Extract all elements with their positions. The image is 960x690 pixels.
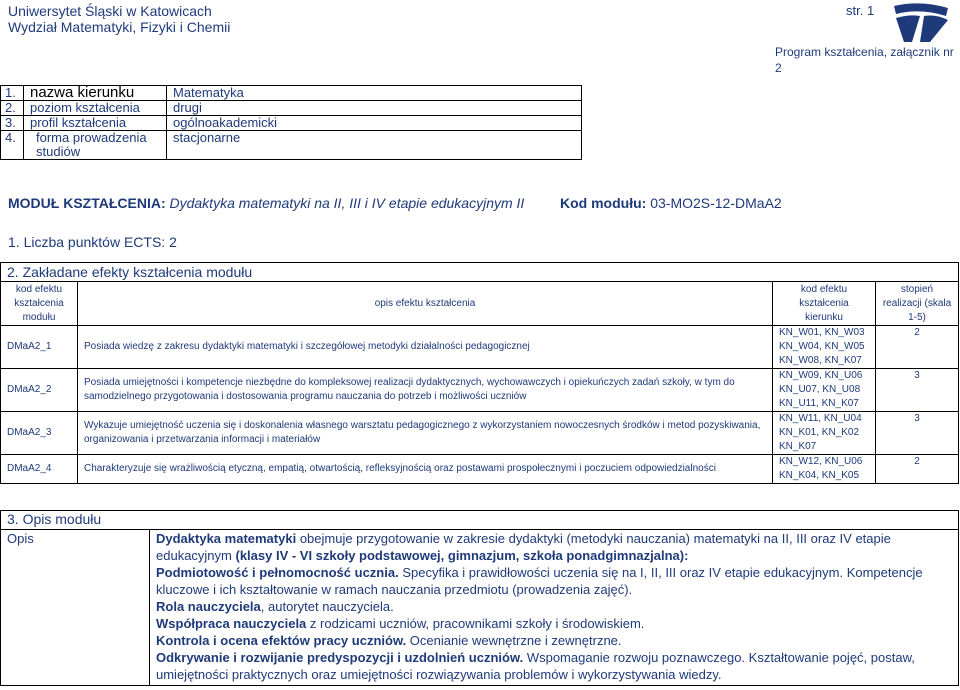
opis-bold: Podmiotowość i pełnomocność ucznia.	[156, 565, 399, 580]
opis-para	[156, 615, 952, 632]
col-header: kod efektu kształcenia kierunku	[773, 282, 876, 326]
col-header: stopień realizacji (skala 1-5)	[876, 282, 959, 326]
effect-level: 3	[876, 412, 959, 455]
info-value: drugi	[167, 101, 582, 116]
effect-desc: Posiada wiedzę z zakresu dydaktyki matematyki i szczegółowej metodyki działalności pedagogicznej	[78, 326, 773, 369]
effect-desc: Posiada umiejętności i kompetencje niezbędne do kompleksowej realizacji dydaktycznych, wychowawczych i opiekuńczych zadań szkoły, w tym do samodzielnego przygotowania i dostosowania programu nauczania do potrzeb i możliwości uczniów	[78, 369, 773, 412]
module-code-value: 03-MO2S-12-DMaA2	[650, 195, 782, 211]
opis-bold: Odkrywanie i rozwijanie predyspozycji i uzdolnień uczniów.	[156, 650, 524, 665]
effect-level: 3	[876, 369, 959, 412]
table-row	[1, 326, 959, 369]
opis-bold: Kontrola i ocena efektów pracy uczniów.	[156, 633, 407, 648]
opis-text: Wspomaganie rozwoju poznawczego. Kształtowanie pojęć, postaw, umiejętności praktycznych oraz umiejętności rozwiązywania problemów i wykorzystywania wiedzy.	[156, 650, 915, 682]
opis-body	[150, 530, 959, 686]
university-name: Uniwersytet Śląski w Katowicach	[8, 3, 212, 19]
opis-title: 3. Opis modułu	[1, 511, 959, 530]
opis-bold: Współpraca nauczyciela	[156, 616, 307, 631]
info-label: profil kształcenia	[24, 116, 167, 131]
opis-bold: Rola nauczyciela	[156, 599, 261, 614]
col-header: kod efektu kształcenia modułu	[1, 282, 78, 326]
info-num: 3.	[1, 116, 24, 131]
opis-para	[156, 632, 952, 649]
module-label: MODUŁ KSZTAŁCENIA:	[8, 195, 166, 211]
effect-kier: KN_W09, KN_U06 KN_U07, KN_U08 KN_U11, KN_K07	[773, 369, 876, 412]
program-label: Program kształcenia, załącznik nr 2	[775, 45, 954, 75]
table-row	[1, 412, 959, 455]
info-row	[1, 101, 582, 116]
opis-para	[156, 530, 952, 564]
effect-code: DMaA2_1	[1, 326, 78, 369]
effect-level: 2	[876, 455, 959, 484]
info-num: 2.	[1, 101, 24, 116]
info-num: 4.	[1, 131, 24, 160]
table-row	[1, 455, 959, 484]
ects-value: 2	[169, 234, 177, 250]
ects-line	[8, 234, 177, 250]
effect-code: DMaA2_2	[1, 369, 78, 412]
opis-para	[156, 564, 952, 598]
info-label: poziom kształcenia	[24, 101, 167, 116]
effect-kier: KN_W11, KN_U04 KN_K01, KN_K02 KN_K07	[773, 412, 876, 455]
opis-text: z rodzicami uczniów, pracownikami szkoły i środowiskiem.	[306, 616, 645, 631]
module-line	[8, 195, 524, 211]
effect-code: DMaA2_3	[1, 412, 78, 455]
opis-para	[156, 598, 952, 615]
effects-title: 2. Zakładane efekty kształcenia modułu	[1, 263, 959, 282]
program-info-table	[0, 85, 582, 160]
effect-level: 2	[876, 326, 959, 369]
opis-label: Opis	[1, 530, 150, 686]
info-value: Matematyka	[167, 86, 582, 101]
page-number: str. 1	[846, 3, 875, 18]
info-label: forma prowadzenia studiów	[24, 131, 167, 160]
effect-code: DMaA2_4	[1, 455, 78, 484]
module-name: Dydaktyka matematyki na II, III i IV etapie edukacyjnym II	[169, 195, 525, 211]
col-header: opis efektu kształcenia	[78, 282, 773, 326]
opis-text: Specyfika i prawidłowości uczenia się na I, II, III oraz IV etapie edukacyjnym. Kompetencje kluczowe i ich kształtowanie w ramach nauczania przedmiotu (prowadzenia zajęć).	[156, 565, 923, 597]
opis-bold: Dydaktyka matematyki	[156, 531, 297, 546]
module-description-table	[0, 510, 959, 686]
info-row	[1, 131, 582, 160]
effect-kier: KN_W12, KN_U06 KN_K04, KN_K05	[773, 455, 876, 484]
effects-table	[0, 262, 959, 484]
table-row	[1, 369, 959, 412]
info-num: 1.	[1, 86, 24, 101]
module-code	[560, 195, 782, 211]
info-row	[1, 116, 582, 131]
info-row	[1, 86, 582, 101]
effect-desc: Wykazuje umiejętność uczenia się i doskonalenia własnego warsztatu pedagogicznego z wykorzystaniem nowoczesnych środków i metod pozyskiwania, organizowania i przetwarzania informacji i materiałów	[78, 412, 773, 455]
effect-kier: KN_W01, KN_W03 KN_W04, KN_W05 KN_W08, KN_K07	[773, 326, 876, 369]
opis-bold: (klasy IV - VI szkoły podstawowej, gimnazjum, szkoła ponadgimnazjalna):	[235, 548, 689, 563]
opis-text: , autorytet nauczyciela.	[260, 599, 394, 614]
info-value: stacjonarne	[167, 131, 582, 160]
faculty-name: Wydział Matematyki, Fizyki i Chemii	[8, 19, 231, 35]
info-label: nazwa kierunku	[24, 86, 167, 101]
opis-text: obejmuje przygotowanie w zakresie dydaktyki (metodyki nauczania) matematyki na II, III oraz IV etapie edukacyjnym	[156, 531, 891, 563]
module-code-label: Kod modułu:	[560, 195, 647, 211]
opis-para	[156, 649, 952, 683]
ects-label: 1. Liczba punktów ECTS:	[8, 234, 166, 250]
opis-text: Ocenianie wewnętrzne i zewnętrzne.	[406, 633, 622, 648]
university-logo-icon	[890, 2, 952, 46]
effect-desc: Charakteryzuje się wrażliwością etyczną, empatią, otwartością, refleksyjnością oraz postawami prospołecznymi i poczuciem odpowiedzialności	[78, 455, 773, 484]
info-value: ogólnoakademicki	[167, 116, 582, 131]
